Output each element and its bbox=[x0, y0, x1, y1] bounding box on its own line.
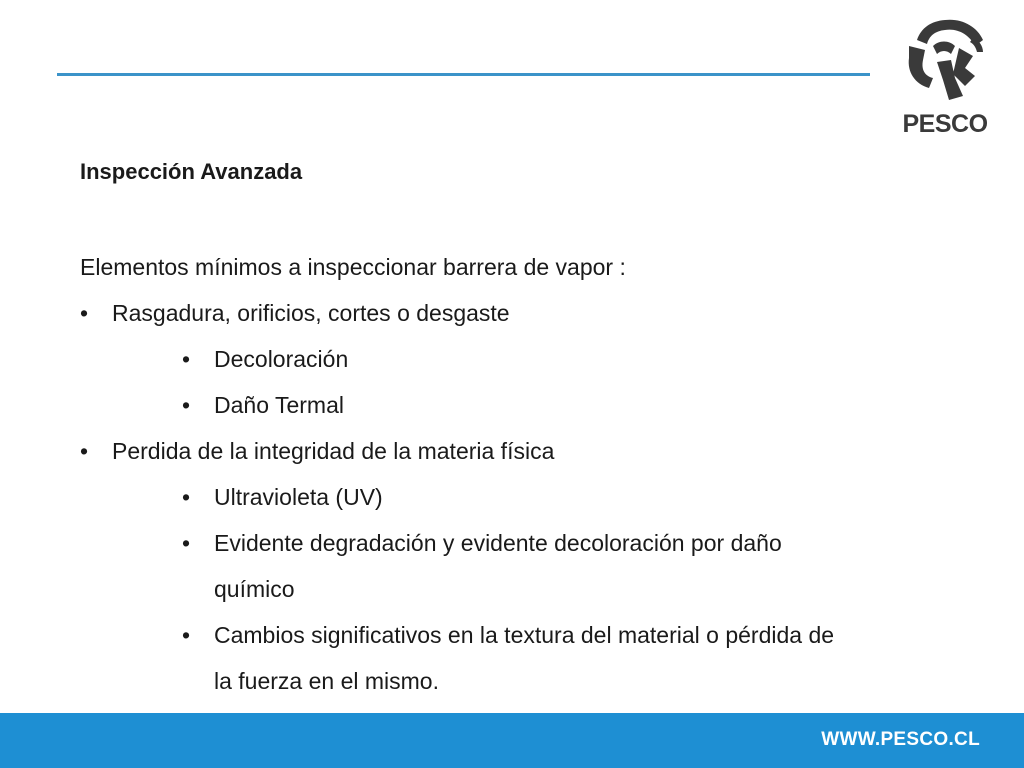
list-item bbox=[80, 428, 990, 474]
list-item-text: Decoloración bbox=[214, 346, 349, 372]
website-link[interactable]: WWW.PESCO.CL bbox=[821, 729, 980, 750]
bullet-list bbox=[80, 290, 990, 704]
list-item-text: Cambios significativos en la textura del material o pérdida de bbox=[214, 622, 835, 648]
header-divider bbox=[57, 73, 870, 76]
list-item-text: Evidente degradación y evidente decoloración por daño bbox=[214, 530, 782, 556]
bullet-icon: • bbox=[80, 300, 89, 326]
list-item-continuation: la fuerza en el mismo. bbox=[214, 668, 439, 694]
footer-bar bbox=[0, 713, 1024, 768]
bullet-icon: • bbox=[182, 346, 191, 372]
pesco-logo-mark-icon bbox=[903, 16, 987, 104]
list-item bbox=[80, 290, 990, 336]
list-item-text: Ultravioleta (UV) bbox=[214, 484, 383, 510]
list-item bbox=[80, 382, 990, 428]
slide-intro: Elementos mínimos a inspeccionar barrera de vapor : bbox=[80, 254, 626, 280]
list-item bbox=[80, 520, 990, 566]
list-item bbox=[80, 336, 990, 382]
bullet-icon: • bbox=[182, 622, 191, 648]
list-item-text: Daño Termal bbox=[214, 392, 344, 418]
list-item bbox=[80, 474, 990, 520]
bullet-icon: • bbox=[182, 484, 191, 510]
list-item-text: Perdida de la integridad de la materia física bbox=[112, 438, 555, 464]
slide-body bbox=[80, 152, 990, 704]
bullet-icon: • bbox=[80, 438, 89, 464]
slide-heading: Inspección Avanzada bbox=[80, 159, 303, 184]
bullet-icon: • bbox=[182, 392, 191, 418]
list-item bbox=[80, 612, 990, 658]
list-item-continuation: químico bbox=[214, 576, 295, 602]
bullet-icon: • bbox=[182, 530, 191, 556]
pesco-logo-wordmark: PESCO bbox=[902, 110, 988, 138]
pesco-logo bbox=[895, 14, 995, 138]
list-item-text: Rasgadura, orificios, cortes o desgaste bbox=[112, 300, 510, 326]
